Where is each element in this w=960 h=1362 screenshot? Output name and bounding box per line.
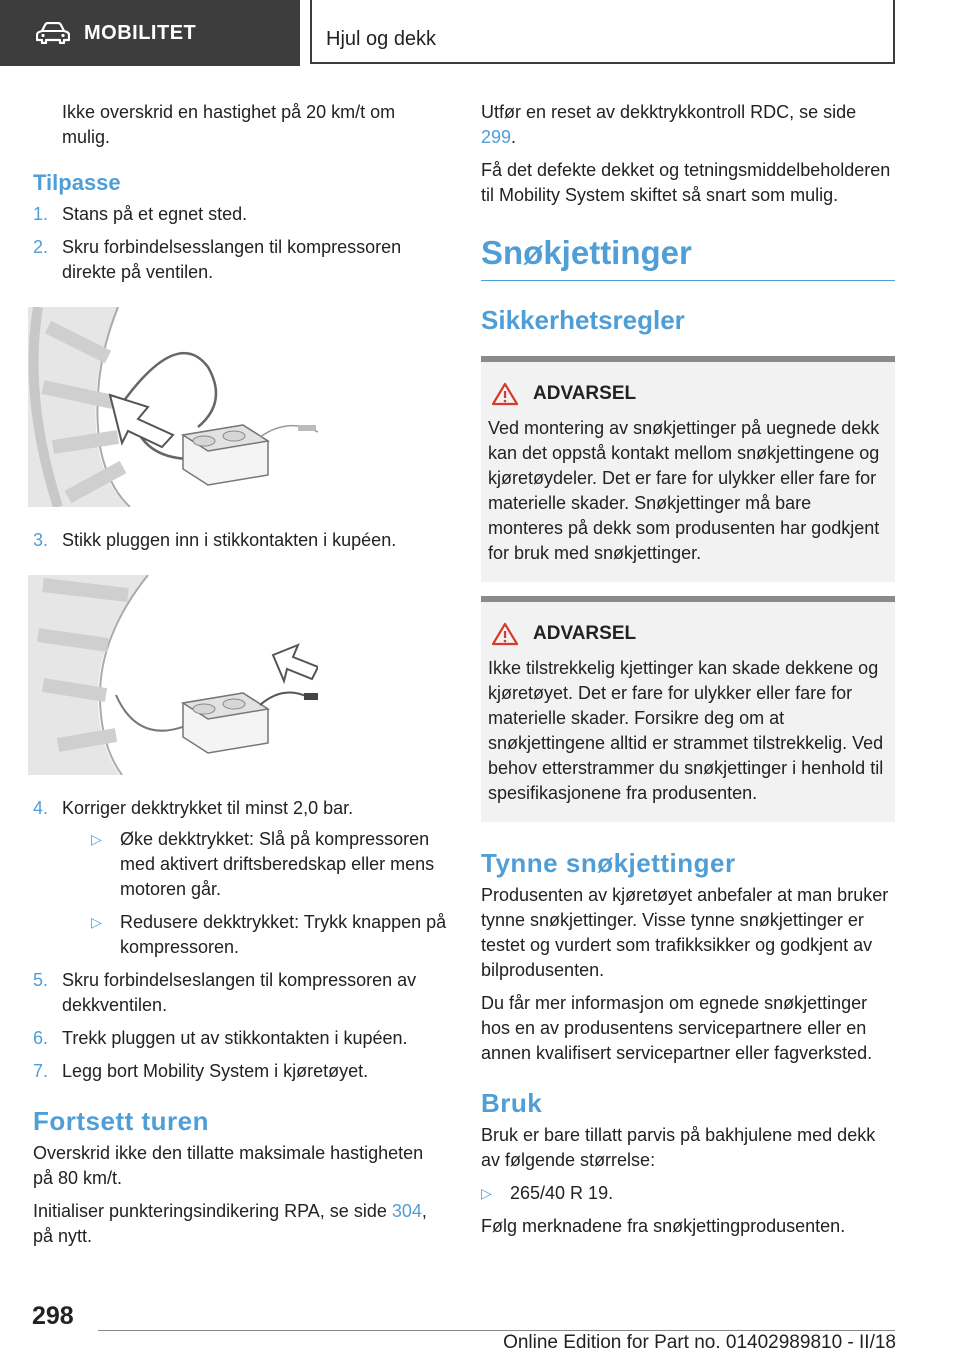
- chapter-title: Hjul og dekk: [326, 28, 437, 50]
- chapter-heading: Snøkjettinger: [481, 234, 895, 281]
- edition-text: Online Edition for Part no. 01402989810 - II/18: [503, 1332, 896, 1353]
- left-column: [33, 100, 448, 1257]
- fortsett-heading: Fortsett turen: [33, 1106, 209, 1136]
- compressor-valve-illustration: [28, 307, 318, 507]
- bullet-reduce-pressure: ▷ Redusere dekktrykket: Trykk knappen på kompressoren.: [91, 912, 447, 957]
- section-tab[interactable]: [0, 0, 300, 66]
- bruk-note: Følg merknadene fra snøkjettingprodusenten.: [481, 1216, 846, 1236]
- chapter-box: [310, 0, 895, 64]
- safety-heading: Sikkerhetsregler: [481, 305, 685, 335]
- step-3: 3. Stikk pluggen inn i stikkontakten i kupéen.: [33, 530, 397, 550]
- step-6: 6. Trekk pluggen ut av stikkontakten i kupéen.: [33, 1028, 408, 1048]
- steps-list-b: [33, 528, 448, 553]
- warning-title: ADVARSEL: [533, 383, 637, 404]
- warning-text: Ikke tilstrekkelig kjettinger kan skade dekkene og kjøretøyet. Det er fare for ulykker eller fare for materielle skader. Forsikre deg om at snøkjettingene alltid er strammet tilstrekkelig. Ved behov etterstrammer du snøkjettinger i henhold til spesifikasjonene fra produsenten.: [488, 658, 884, 803]
- bullet-increase-pressure: ▷ Øke dekktrykket: Slå på kompressoren med aktivert driftsberedskap eller mens motoren går.: [91, 829, 435, 899]
- warning-text: Ved montering av snøkjettinger på uegnede dekk kan det oppstå kontakt mellom snøkjettingene og kjøretøydeler. Det er fare for ulykker eller fare for materielle skader. Snøkjettinger må bare monteres på dekk som produsenten har godkjent for bruk med snøkjettinger.: [488, 418, 880, 563]
- rdc-reset-text: Utfør en reset av dekktrykkontroll RDC, se side 299.: [481, 102, 857, 147]
- step-4-bullets: [62, 827, 448, 960]
- steps-list-a: [33, 202, 448, 285]
- right-column: [481, 100, 895, 1247]
- page-header: [0, 0, 960, 66]
- bruk-heading: Bruk: [481, 1088, 543, 1118]
- bruk-text: Bruk er bare tillatt parvis på bakhjulene med dekk av følgende størrelse:: [481, 1125, 876, 1170]
- fortsett-text-2: Initialiser punkteringsindikering RPA, se side 304, på nytt.: [33, 1201, 427, 1246]
- section-title: MOBILITET: [84, 21, 197, 44]
- step-2: 2. Skru forbindelsesslangen til kompressoren direkte på ventilen.: [33, 237, 402, 282]
- replace-tire-text: Få det defekte dekket og tetningsmiddelbeholderen til Mobility System skiftet så snart som mulig.: [481, 160, 891, 205]
- car-icon: [36, 22, 70, 44]
- page-number: 298: [32, 1302, 74, 1330]
- warning-box-2: [481, 596, 895, 822]
- intro-text: Ikke overskrid en hastighet på 20 km/t om mulig.: [62, 102, 396, 147]
- tire-size-list: [481, 1181, 895, 1206]
- page-link-304[interactable]: 304: [391, 1201, 422, 1221]
- compressor-socket-illustration: [28, 575, 318, 775]
- page-link-299[interactable]: 299: [481, 127, 512, 147]
- tilpasse-heading: Tilpasse: [33, 170, 121, 195]
- warning-box-1: [481, 356, 895, 582]
- fortsett-text-1: Overskrid ikke den tillatte maksimale hastigheten på 80 km/t.: [33, 1143, 424, 1188]
- thin-chains-heading: Tynne snøkjettinger: [481, 848, 736, 878]
- step-1: 1. Stans på et egnet sted.: [33, 204, 248, 224]
- tire-size-item: ▷ 265/40 R 19.: [481, 1183, 614, 1203]
- step-5: 5. Skru forbindelseslangen til kompressoren av dekkventilen.: [33, 970, 417, 1015]
- footer-rule: [98, 1330, 895, 1331]
- warning-triangle-icon: [491, 382, 519, 406]
- step-7: 7. Legg bort Mobility System i kjøretøyet.: [33, 1061, 369, 1081]
- step-4: 4. Korriger dekktrykket til minst 2,0 bar. ▷ Øke dekktrykket: Slå på kompressoren med aktivert driftsberedskap eller mens motoren går. ▷ Redusere dekktrykket: Trykk knappen på kompressoren.: [33, 796, 448, 960]
- steps-list-c: [33, 796, 448, 1084]
- warning-triangle-icon: [491, 622, 519, 646]
- thin-chains-text-2: Du får mer informasjon om egnede snøkjettinger hos en av produsentens servicepartnere eller en annen kvalifisert servicepartner eller fagverksted.: [481, 993, 873, 1063]
- thin-chains-text-1: Produsenten av kjøretøyet anbefaler at man bruker tynne snøkjettinger. Visse tynne snøkjettinger er testet og vurdert som trafikksikker og godkjent av bilprodusenten.: [481, 885, 889, 980]
- warning-title: ADVARSEL: [533, 623, 637, 644]
- page-footer: [0, 1300, 960, 1360]
